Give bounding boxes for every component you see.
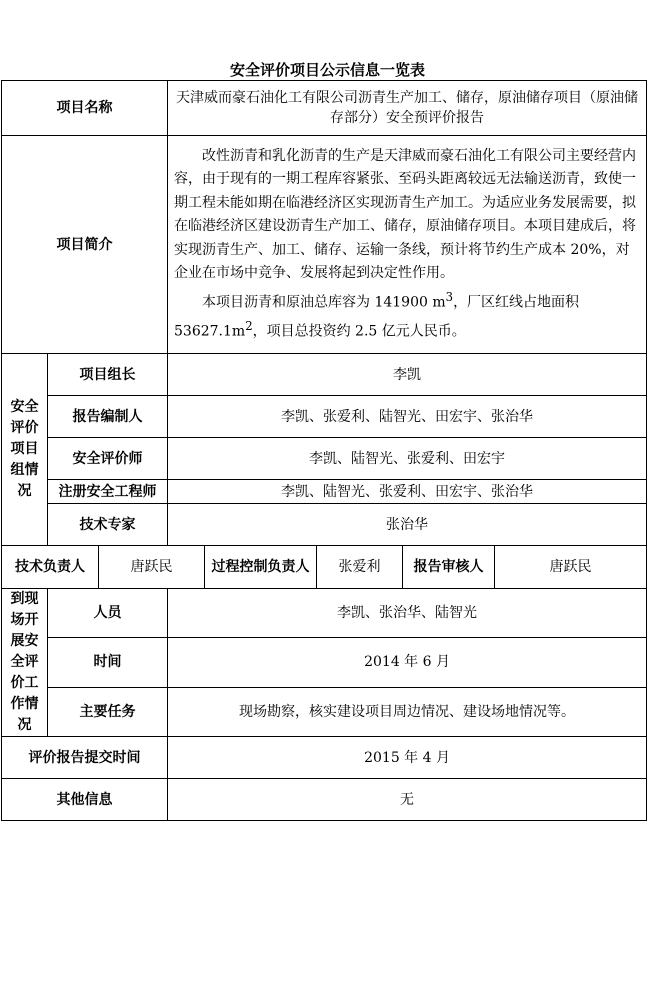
process-control-label: 过程控制负责人: [205, 546, 317, 589]
report-reviewer-value: 唐跃民: [495, 546, 647, 589]
submit-time-value: 2015 年 4 月: [168, 737, 647, 779]
other-info-value: 无: [168, 779, 647, 821]
team-row-label: 安全评价师: [48, 438, 168, 480]
onsite-group-label: 到现场开展安全评价工作情况: [2, 589, 48, 737]
page-title: 安全评价项目公示信息一览表: [229, 61, 425, 79]
responsible-row: [2, 546, 647, 589]
onsite-row: [2, 638, 647, 687]
team-row-label: 项目组长: [48, 354, 168, 396]
onsite-row-value: 2014 年 6 月: [168, 638, 647, 687]
team-row-value: 张治华: [168, 504, 647, 546]
project-name-value: 天津威而豪石油化工有限公司沥青生产加工、储存，原油储存项目（原油储存部分）安全预评价报告: [168, 81, 647, 136]
submit-time-label: 评价报告提交时间: [2, 737, 168, 779]
onsite-row-label: 主要任务: [48, 687, 168, 736]
tech-lead-value: 唐跃民: [99, 546, 205, 589]
info-table: [1, 80, 647, 821]
team-row: [2, 354, 647, 396]
report-reviewer-label: 报告审核人: [403, 546, 495, 589]
onsite-row-value: 现场勘察，核实建设项目周边情况、建设场地情况等。: [168, 687, 647, 736]
project-intro-value: [168, 136, 647, 354]
team-row: [2, 438, 647, 480]
onsite-row: [2, 687, 647, 736]
team-row-value: 李凯: [168, 354, 647, 396]
team-row-value: 李凯、张爱利、陆智光、田宏宇、张治华: [168, 396, 647, 438]
onsite-row-label: 时间: [48, 638, 168, 687]
submit-row: [2, 737, 647, 779]
intro-paragraph-1: 改性沥青和乳化沥青的生产是天津威而豪石油化工有限公司主要经营内容，由于现有的一期工程库容紧张、至码头距离较远无法输送沥青，致使一期工程未能如期在临港经济区实现沥青生产加工。为适应业务发展需要，拟在临港经济区建设沥青生产加工、储存，原油储存项目。本项目建成后，将实现沥青生产、加工、储存、运输一条线，预计将节约生产成本 20%，对企业在市场中竞争、发展将起到决定性作用。: [174, 147, 637, 282]
project-name-row: [2, 81, 647, 136]
project-name-label: 项目名称: [2, 81, 168, 136]
team-row-value: 李凯、陆智光、张爱利、田宏宇: [168, 438, 647, 480]
onsite-row-value: 李凯、张治华、陆智光: [168, 589, 647, 638]
team-row: [2, 504, 647, 546]
team-row-label: 报告编制人: [48, 396, 168, 438]
team-row-value: 李凯、陆智光、张爱利、田宏宇、张治华: [168, 480, 647, 504]
tech-lead-label: 技术负责人: [2, 546, 99, 589]
team-group-label: 安全评价项目组情况: [2, 354, 48, 546]
team-row: [2, 396, 647, 438]
team-row: [2, 480, 647, 504]
project-intro-label: 项目简介: [2, 136, 168, 354]
onsite-row-label: 人员: [48, 589, 168, 638]
onsite-row: [2, 589, 647, 638]
process-control-value: 张爱利: [317, 546, 403, 589]
other-info-label: 其他信息: [2, 779, 168, 821]
other-row: [2, 779, 647, 821]
team-row-label: 注册安全工程师: [48, 480, 168, 504]
team-row-label: 技术专家: [48, 504, 168, 546]
project-intro-row: [2, 136, 647, 354]
intro-paragraph-2: 本项目沥青和原油总库容为 141900 $m^3$，厂区红线占地面积 $53627.1m^2$，项目总投资约 2.5 亿元人民币。: [174, 289, 580, 340]
